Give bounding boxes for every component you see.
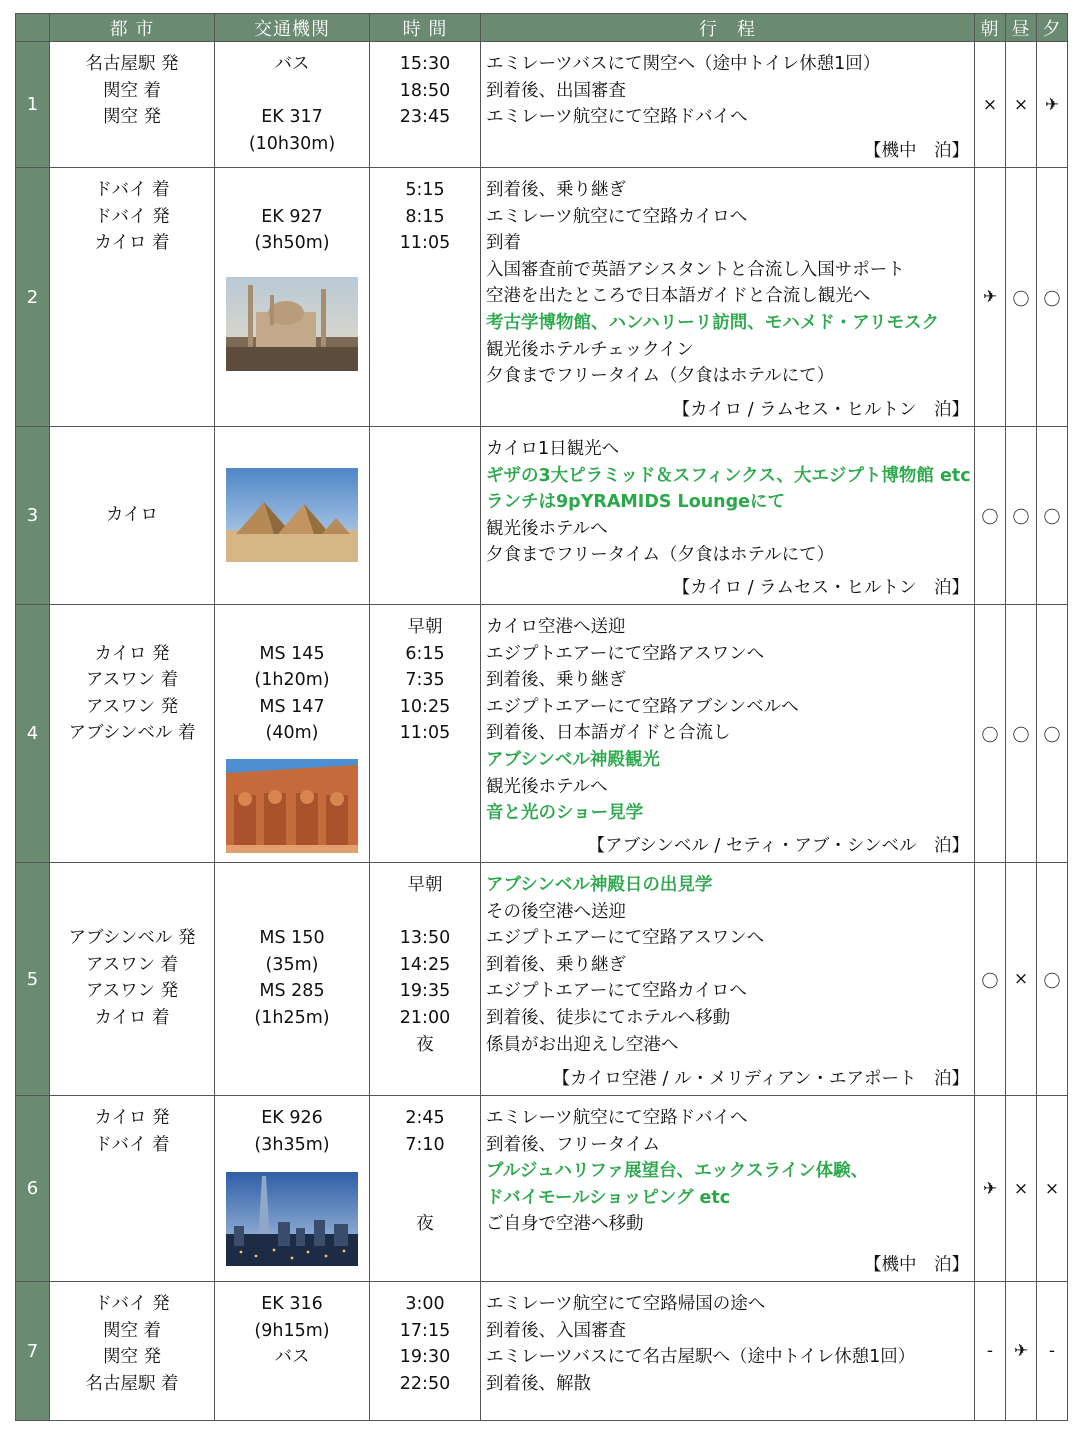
city-line <box>50 614 214 641</box>
itinerary-line: 到着後、入国審査 <box>486 1320 626 1341</box>
itinerary-cell <box>481 863 975 1096</box>
header-dinner: 夕 <box>1037 14 1068 42</box>
itinerary-line: エミレーツ航空にて空路カイロへ <box>486 206 748 227</box>
time-line: 13:50 <box>399 928 451 949</box>
header-row <box>16 14 1068 42</box>
hotel-note: 【アブシンベル / セティ・アブ・シンベル 泊】 <box>587 836 969 856</box>
time-line: 夜 <box>416 1034 434 1055</box>
time-line <box>370 899 480 926</box>
itinerary-line: エミレーツ航空にて空路ドバイへ <box>486 1108 748 1128</box>
city-line: アスワン 着 <box>85 954 179 975</box>
meal-breakfast: 〇 <box>975 863 1006 1096</box>
time-line: 夜 <box>416 1214 434 1235</box>
itinerary-line: エジプトエアーにて空路アスワンへ <box>486 643 765 664</box>
meal-lunch: 〇 <box>1006 605 1037 863</box>
time-cell <box>370 863 481 1096</box>
city-cell <box>50 42 215 168</box>
time-line: 10:25 <box>399 696 451 717</box>
time-line: 21:00 <box>399 1007 451 1028</box>
transport-line: MS 150 <box>259 928 325 949</box>
meal-breakfast: × <box>975 42 1006 168</box>
meal-lunch: × <box>1006 42 1037 168</box>
city-cell <box>50 168 215 427</box>
itinerary-line: 到着後、フリータイム <box>486 1134 660 1155</box>
transport-line <box>215 78 369 105</box>
meal-dinner: 〇 <box>1037 168 1068 427</box>
itinerary-line: 到着後、乗り継ぎ <box>486 670 626 691</box>
time-line: 11:05 <box>399 723 451 744</box>
time-line: 2:45 <box>405 1108 445 1128</box>
sightseeing-highlight: アブシンベル神殿日の出見学 <box>486 875 713 895</box>
itinerary-sheet <box>15 13 1068 1421</box>
meal-dinner: 〇 <box>1037 863 1068 1096</box>
time-line <box>370 1185 480 1212</box>
transport-line: (35m) <box>265 954 319 975</box>
transport-line <box>215 872 369 899</box>
hotel-note: 【機中 泊】 <box>864 1255 969 1275</box>
header-itinerary: 行 程 <box>481 14 975 42</box>
city-line: カイロ <box>106 505 158 526</box>
meal-dinner: × <box>1037 1096 1068 1282</box>
time-cell <box>370 168 481 427</box>
sightseeing-highlight: アブシンベル神殿観光 <box>486 749 660 770</box>
day-row <box>16 42 1068 168</box>
sightseeing-highlight: 音と光のショー見学 <box>486 803 644 824</box>
city-line: 関空 発 <box>102 107 162 128</box>
city-line: 関空 着 <box>102 1320 162 1341</box>
itinerary-cell <box>481 427 975 605</box>
city-line: アスワン 発 <box>85 981 179 1002</box>
day-number: 2 <box>16 168 50 427</box>
time-line: 8:15 <box>405 206 445 227</box>
mosque-photo <box>226 277 358 371</box>
transport-cell <box>215 1096 370 1282</box>
day-number: 3 <box>16 427 50 605</box>
dubai-skyline-photo <box>226 1172 358 1266</box>
time-line: 22:50 <box>399 1373 451 1394</box>
transport-cell <box>215 168 370 427</box>
meal-dinner: - <box>1037 1282 1068 1421</box>
itinerary-table <box>15 13 1068 1421</box>
city-line: アブシンベル 発 <box>68 928 196 949</box>
time-line: 3:00 <box>405 1294 445 1314</box>
meal-dinner: ✈ <box>1037 42 1068 168</box>
city-line: カイロ 着 <box>94 233 170 254</box>
sightseeing-highlight: ギザの3大ピラミッド＆スフィンクス、大エジプト博物館 etc <box>486 465 971 486</box>
day-number: 7 <box>16 1282 50 1421</box>
city-line: カイロ 発 <box>94 643 170 664</box>
itinerary-cell <box>481 1096 975 1282</box>
city-line: 名古屋駅 着 <box>85 1373 179 1394</box>
time-line: 5:15 <box>405 180 445 200</box>
day-number: 5 <box>16 863 50 1096</box>
transport-line: MS 147 <box>259 696 325 717</box>
time-line: 11:05 <box>399 233 451 254</box>
city-line: 名古屋駅 発 <box>85 54 179 74</box>
transport-cell <box>215 427 370 605</box>
time-line: 7:10 <box>405 1134 445 1155</box>
itinerary-line: 到着後、乗り継ぎ <box>486 954 626 975</box>
transport-line <box>215 899 369 926</box>
city-cell <box>50 605 215 863</box>
transport-line: バス <box>274 54 310 74</box>
city-cell <box>50 427 215 605</box>
itinerary-line: その後空港へ送迎 <box>486 901 626 922</box>
itinerary-line: 観光後ホテルへ <box>486 776 608 797</box>
sightseeing-highlight: ブルジュハリファ展望台、エックスライン体験、 <box>486 1161 869 1182</box>
transport-line: (40m) <box>265 723 319 744</box>
city-line: カイロ 発 <box>94 1108 170 1128</box>
city-line: ドバイ 発 <box>94 1294 170 1314</box>
itinerary-line: 到着 <box>486 233 521 254</box>
time-cell <box>370 42 481 168</box>
day-row <box>16 605 1068 863</box>
header-transport: 交通機関 <box>215 14 370 42</box>
day-number: 6 <box>16 1096 50 1282</box>
city-line: 関空 着 <box>102 80 162 101</box>
transport-line: MS 285 <box>259 981 325 1002</box>
meal-breakfast: ✈ <box>975 1096 1006 1282</box>
meal-lunch: 〇 <box>1006 168 1037 427</box>
transport-line: EK 317 <box>261 107 323 128</box>
itinerary-line: 空港を出たところで日本語ガイドと合流し観光へ <box>486 286 871 307</box>
itinerary-cell <box>481 42 975 168</box>
header-city: 都 市 <box>50 14 215 42</box>
transport-line: (10h30m) <box>248 133 336 154</box>
sightseeing-highlight: ランチは9pYRAMIDS Loungeにて <box>486 492 786 513</box>
meal-breakfast: ✈ <box>975 168 1006 427</box>
day-row <box>16 863 1068 1096</box>
day-row <box>16 1282 1068 1421</box>
time-line: 14:25 <box>399 954 451 975</box>
transport-line: (3h50m) <box>254 233 330 254</box>
transport-cell <box>215 42 370 168</box>
time-line: 15:30 <box>399 54 451 74</box>
meal-lunch: ✈ <box>1006 1282 1037 1421</box>
itinerary-line: 観光後ホテルチェックイン <box>486 339 694 360</box>
city-line: アブシンベル 着 <box>68 723 196 744</box>
time-line: 23:45 <box>399 107 451 128</box>
city-line <box>50 872 214 899</box>
header-breakfast: 朝 <box>975 14 1006 42</box>
meal-lunch: × <box>1006 1096 1037 1282</box>
itinerary-line: 到着後、徒歩にてホテルへ移動 <box>486 1007 731 1028</box>
city-line: ドバイ 発 <box>94 206 170 227</box>
itinerary-line: エジプトエアーにて空路アスワンへ <box>486 928 765 949</box>
transport-line <box>215 614 369 641</box>
transport-cell <box>215 605 370 863</box>
time-line: 6:15 <box>405 643 445 664</box>
city-line: アスワン 発 <box>85 696 179 717</box>
itinerary-cell <box>481 1282 975 1421</box>
sightseeing-highlight: ドバイモールショッピング etc <box>486 1187 731 1208</box>
day-number: 4 <box>16 605 50 863</box>
time-cell <box>370 605 481 863</box>
meal-breakfast: - <box>975 1282 1006 1421</box>
transport-line <box>215 177 369 204</box>
transport-line: EK 926 <box>261 1108 323 1128</box>
time-cell <box>370 427 481 605</box>
time-line: 17:15 <box>399 1320 451 1341</box>
day-row <box>16 427 1068 605</box>
city-cell <box>50 1096 215 1282</box>
transport-line: EK 316 <box>261 1294 323 1314</box>
meal-lunch: × <box>1006 863 1037 1096</box>
transport-line: (3h35m) <box>254 1134 330 1155</box>
city-line: ドバイ 着 <box>94 1134 170 1155</box>
transport-line: (9h15m) <box>254 1320 330 1341</box>
day-row <box>16 1096 1068 1282</box>
pyramids-photo <box>226 468 358 562</box>
city-cell <box>50 1282 215 1421</box>
time-line: 早朝 <box>407 875 443 895</box>
itinerary-line: 到着後、出国審査 <box>486 80 626 101</box>
abu-simbel-photo <box>226 759 358 853</box>
itinerary-line: 観光後ホテルへ <box>486 518 608 539</box>
itinerary-line: エミレーツバスにて名古屋駅へ（途中トイレ休憩1回） <box>486 1347 916 1368</box>
day-row <box>16 168 1068 427</box>
itinerary-line: カイロ空港へ送迎 <box>486 617 626 637</box>
transport-line: MS 145 <box>259 643 325 664</box>
time-line <box>370 1158 480 1185</box>
hotel-note: 【カイロ / ラムセス・ヒルトン 泊】 <box>672 400 969 420</box>
itinerary-line: 夕食までフリータイム（夕食はホテルにて） <box>486 366 835 387</box>
itinerary-line: 入国審査前で英語アシスタントと合流し入国サポート <box>486 259 905 280</box>
time-line: 19:35 <box>399 981 451 1002</box>
itinerary-line: エミレーツ航空にて空路帰国の途へ <box>486 1294 766 1314</box>
time-line: 19:30 <box>399 1347 451 1368</box>
header-day <box>16 14 50 42</box>
itinerary-cell <box>481 605 975 863</box>
city-line: 関空 発 <box>102 1347 162 1368</box>
meal-dinner: 〇 <box>1037 427 1068 605</box>
transport-line: バス <box>274 1347 310 1368</box>
header-time: 時 間 <box>370 14 481 42</box>
city-line: カイロ 着 <box>94 1007 170 1028</box>
time-line: 18:50 <box>399 80 451 101</box>
transport-line: (1h20m) <box>254 670 330 691</box>
time-line: 7:35 <box>405 670 445 691</box>
hotel-note: 【カイロ / ラムセス・ヒルトン 泊】 <box>672 578 969 598</box>
hotel-note: 【機中 泊】 <box>864 141 969 161</box>
itinerary-line: エミレーツ航空にて空路ドバイへ <box>486 107 748 128</box>
city-cell <box>50 863 215 1096</box>
itinerary-cell <box>481 168 975 427</box>
meal-dinner: 〇 <box>1037 605 1068 863</box>
itinerary-line: 到着後、乗り継ぎ <box>486 180 626 200</box>
meal-lunch: 〇 <box>1006 427 1037 605</box>
itinerary-line: ご自身で空港へ移動 <box>486 1214 644 1235</box>
itinerary-line: 夕食までフリータイム（夕食はホテルにて） <box>486 545 835 566</box>
meal-breakfast: 〇 <box>975 427 1006 605</box>
hotel-note: 【カイロ空港 / ル・メリディアン・エアポート 泊】 <box>552 1069 969 1089</box>
day-number: 1 <box>16 42 50 168</box>
itinerary-line: カイロ1日観光へ <box>486 439 620 459</box>
sightseeing-highlight: 考古学博物館、ハンハリーリ訪問、モハメド・アリモスク <box>486 312 940 333</box>
city-line: アスワン 着 <box>85 670 179 691</box>
itinerary-line: 係員がお出迎えし空港へ <box>486 1034 679 1055</box>
time-cell <box>370 1096 481 1282</box>
time-line: 早朝 <box>407 617 443 637</box>
itinerary-line: エミレーツバスにて関空へ（途中トイレ休憩1回） <box>486 54 881 74</box>
itinerary-line: エジプトエアーにて空路カイロへ <box>486 981 747 1002</box>
itinerary-line: 到着後、日本語ガイドと合流し <box>486 723 731 744</box>
transport-cell <box>215 1282 370 1421</box>
transport-cell <box>215 863 370 1096</box>
transport-line: EK 927 <box>261 206 323 227</box>
header-lunch: 昼 <box>1006 14 1037 42</box>
itinerary-line: 到着後、解散 <box>486 1373 591 1394</box>
city-line: ドバイ 着 <box>94 180 170 200</box>
meal-breakfast: 〇 <box>975 605 1006 863</box>
city-line <box>50 899 214 926</box>
time-cell <box>370 1282 481 1421</box>
itinerary-line: エジプトエアーにて空路アブシンベルへ <box>486 696 799 717</box>
transport-line: (1h25m) <box>254 1007 330 1028</box>
